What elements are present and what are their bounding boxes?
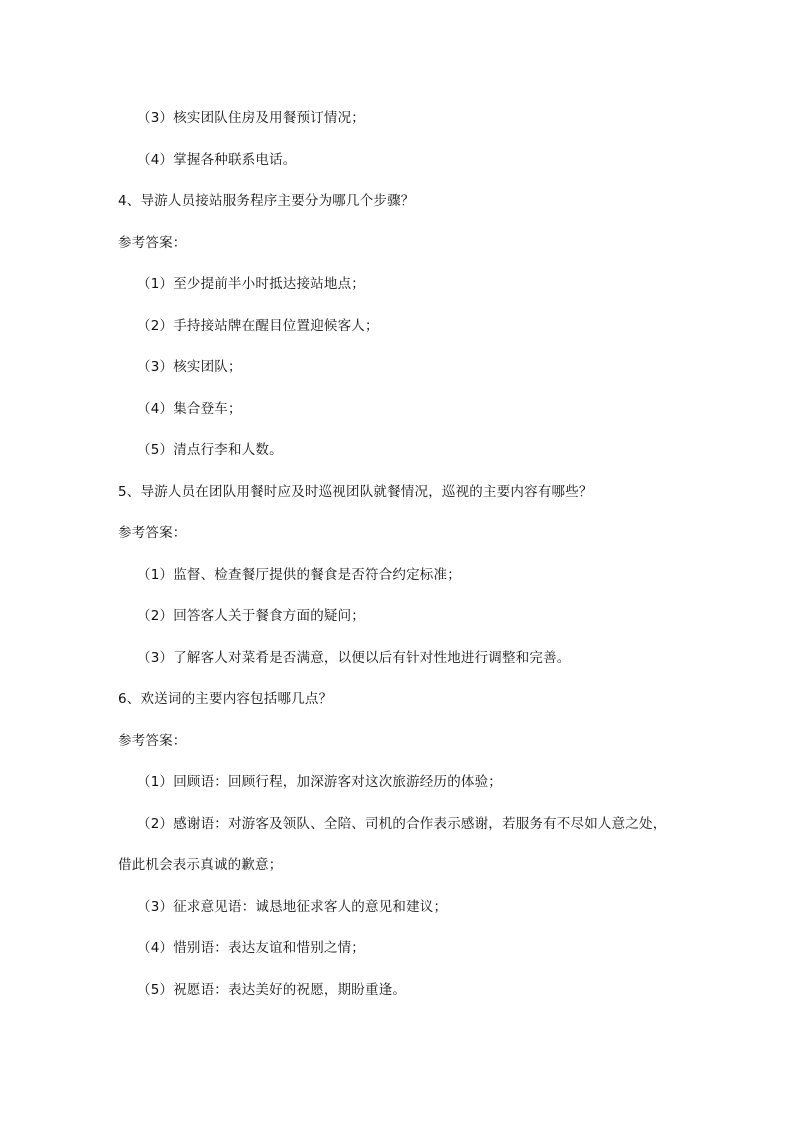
question-heading: 5、导游人员在团队用餐时应及时巡视团队就餐情况，巡视的主要内容有哪些？ [118,484,593,500]
answer-item: （5）清点行李和人数。 [137,442,283,458]
answer-item: （3）核实团队住房及用餐预订情况； [137,110,365,126]
answer-item: （1）回顾语：回顾行程，加深游客对这次旅游经历的体验； [137,774,502,790]
answer-item: （2）回答客人关于餐食方面的疑问； [137,608,365,624]
answer-item: （2）手持接站牌在醒目位置迎候客人； [137,318,379,334]
answer-item: （3）了解客人对菜肴是否满意，以便以后有针对性地进行调整和完善。 [137,650,571,666]
answer-label: 参考答案： [118,733,187,749]
answer-item-continuation: 借此机会表示真诚的歉意； [118,857,283,873]
answer-item: （1）至少提前半小时抵达接站地点； [137,276,365,292]
answer-item: （5）祝愿语：表达美好的祝愿，期盼重逢。 [137,982,407,998]
answer-item: （2）感谢语：对游客及领队、全陪、司机的合作表示感谢，若服务有不尽如人意之处， [137,816,667,832]
answer-item: （4）惜别语：表达友谊和惜别之情； [137,940,365,956]
answer-item: （3）征求意见语：诚恳地征求客人的意见和建议； [137,899,448,915]
answer-item: （4）集合登车； [137,401,242,417]
answer-item: （1）监督、检查餐厅提供的餐食是否符合约定标准； [137,567,461,583]
question-heading: 4、导游人员接站服务程序主要分为哪几个步骤？ [118,193,415,209]
question-heading: 6、欢送词的主要内容包括哪几点？ [118,691,333,707]
answer-label: 参考答案： [118,235,187,251]
answer-label: 参考答案： [118,525,187,541]
answer-item: （4）掌握各种联系电话。 [137,152,297,168]
answer-item: （3）核实团队； [137,359,242,375]
